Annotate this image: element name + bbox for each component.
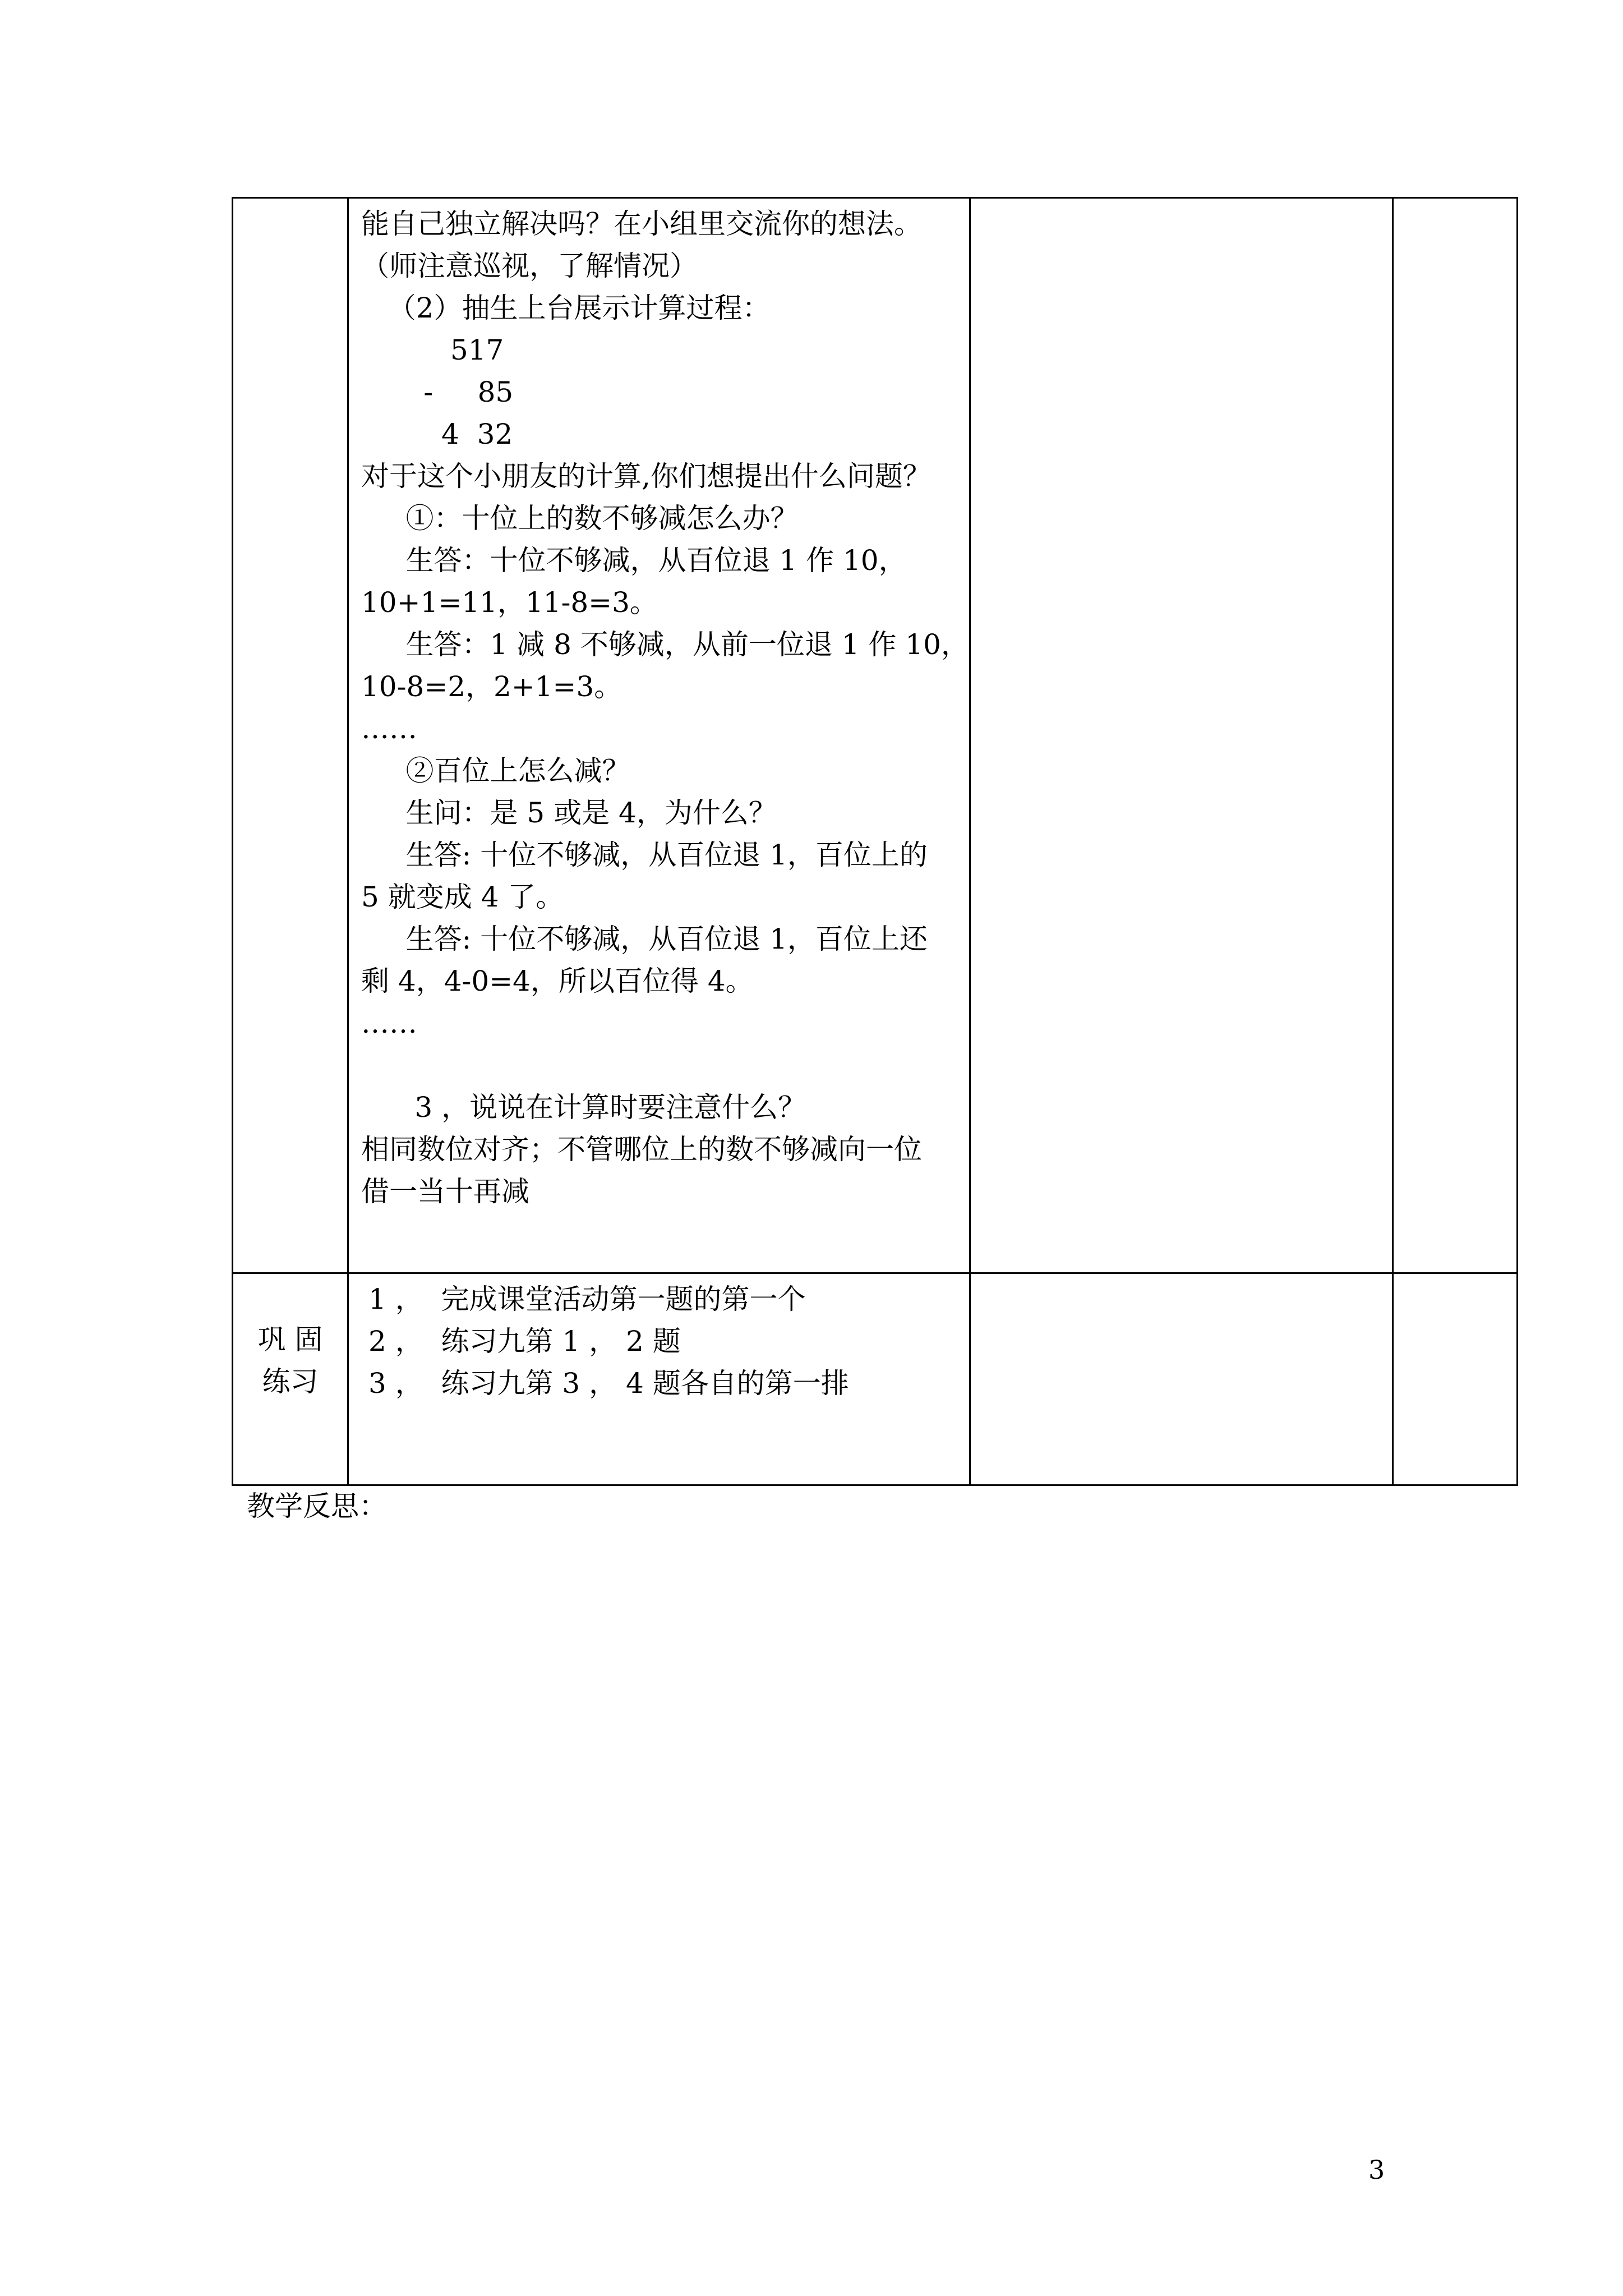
process-line-15: 生问：是 5 或是 4，为什么？ — [361, 797, 777, 829]
process-line-21 — [361, 1045, 969, 1087]
process-line-20: …… — [361, 1007, 417, 1039]
practice-label-line-1: 巩 固 — [257, 1323, 323, 1356]
page-number: 3 — [1368, 2155, 1385, 2185]
practice-row — [233, 1273, 1518, 1485]
practice-line-3: 3 ， 练习九第 3 ， 4 题各自的第一排 — [368, 1367, 849, 1400]
process-line-16: 生答: 十位不够减，从百位退 1，百位上的 — [361, 839, 928, 871]
process-line-11: 生答：1 减 8 不够减，从前一位退 1 作 10， — [361, 628, 969, 661]
process-remarks-cell — [1393, 198, 1517, 1273]
process-content — [349, 199, 969, 1213]
practice-line-1: 1 ， 完成课堂活动第一题的第一个 — [368, 1283, 806, 1315]
practice-label — [233, 1274, 347, 1403]
process-line-2: （师注意巡视，了解情况） — [361, 250, 698, 282]
reflection-label: 教学反思： — [247, 1490, 387, 1522]
process-line-8: ①：十位上的数不够减怎么办？ — [361, 502, 799, 535]
practice-label-cell — [233, 1273, 348, 1485]
process-line-3: （2）抽生上台展示计算过程： — [361, 292, 771, 324]
process-line-24: 借一当十再减 — [361, 1175, 529, 1208]
practice-notes-cell — [970, 1273, 1393, 1485]
practice-content-cell — [348, 1273, 970, 1485]
process-line-13: …… — [361, 712, 417, 745]
process-line-14: ②百位上怎么减？ — [361, 754, 630, 787]
lesson-table — [232, 197, 1518, 1486]
process-content-cell — [348, 198, 970, 1273]
process-line-5: - 85 — [361, 376, 514, 408]
process-label-cell — [233, 198, 348, 1273]
process-line-1: 能自己独立解决吗？在小组里交流你的想法。 — [361, 208, 922, 240]
process-line-4: 517 — [361, 334, 504, 366]
process-line-18: 生答: 十位不够减，从百位退 1，百位上还 — [361, 923, 928, 955]
process-line-10: 10+1=11，11-8=3。 — [361, 586, 658, 619]
practice-content — [349, 1274, 969, 1405]
process-line-9: 生答：十位不够减，从百位退 1 作 10， — [361, 544, 907, 577]
process-row — [233, 198, 1518, 1273]
practice-label-line-2: 练习 — [262, 1365, 319, 1398]
practice-line-2: 2 ， 练习九第 1 ， 2 题 — [368, 1325, 681, 1358]
process-line-17: 5 就变成 4 了。 — [361, 881, 564, 913]
process-line-12: 10-8=2，2+1=3。 — [361, 670, 623, 703]
practice-remarks-cell — [1393, 1273, 1517, 1485]
process-line-6: 4 32 — [361, 418, 513, 450]
process-line-19: 剩 4，4-0=4，所以百位得 4。 — [361, 965, 754, 997]
process-line-23: 相同数位对齐；不管哪位上的数不够减向一位 — [361, 1133, 922, 1166]
process-line-7: 对于这个小朋友的计算,你们想提出什么问题？ — [361, 460, 931, 493]
process-line-22: 3 ，说说在计算时要注意什么？ — [361, 1091, 806, 1124]
process-notes-cell — [970, 198, 1393, 1273]
